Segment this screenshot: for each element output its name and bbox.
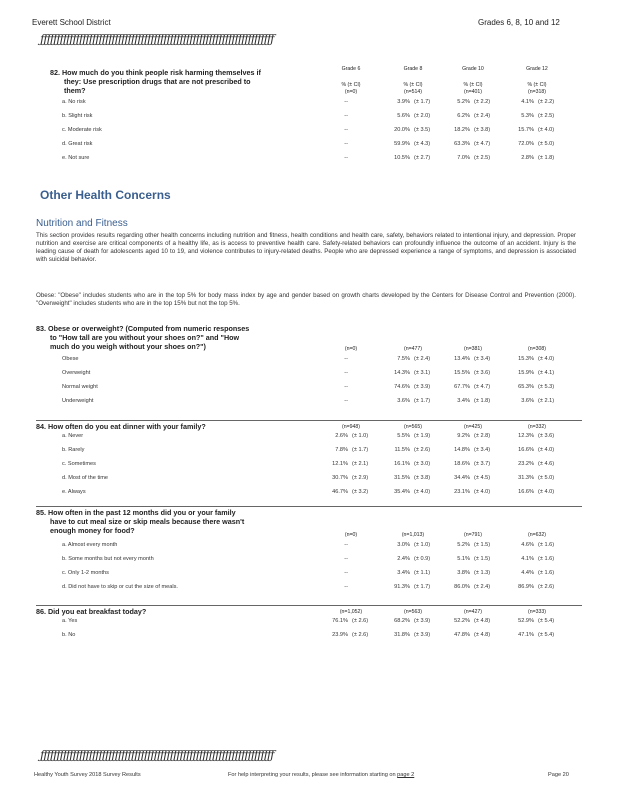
measure-label: % (± CI) [463,82,483,88]
question-83-line: 83. Obese or overweight? (Computed from numeric responses [36,324,250,333]
col-grade-6: Grade 6 [341,66,361,72]
confidence-interval: (± 1.1) [414,570,431,576]
percent-value: 5.3% [521,113,534,119]
confidence-interval: (± 2.2) [538,99,555,105]
intro-paragraph: This section provides results regarding other health concerns including nutrition and fitness, health conditions and health care, safety, behaviors related to intentional injury, and depression. Proper nutrition and exercise are critical components of a healthy life, as is access to preventive health care. Safety-related behaviors can profoundly influence the outcome of an accident. Injury is the leading cause of death for adolescents aged 10 to 19, and violence contributes to injury-related deaths. People who are depressed experience a range of symptoms, and depression is associated with suicidal behavior. [36,232,576,263]
row-label: d. Most of the time [62,475,109,481]
percent-value: 59.9% [394,141,410,147]
confidence-interval: (± 3.0) [414,461,431,467]
percent-value: 18.6% [454,461,470,467]
percent-value: 16.1% [394,461,410,467]
confidence-interval: (± 2.1) [538,398,555,404]
row-label: c. Only 1-2 months [62,570,109,576]
table-row [62,384,582,394]
percent-value: -- [344,584,348,590]
confidence-interval: (± 2.6) [352,618,369,624]
percent-value: 5.6% [397,113,410,119]
percent-value: -- [344,384,348,390]
percent-value: 31.8% [394,632,410,638]
confidence-interval: (± 1.6) [538,570,555,576]
percent-value: 4.4% [521,570,534,576]
percent-value: 63.3% [454,141,470,147]
confidence-interval: (± 5.4) [538,618,555,624]
percent-value: 86.0% [454,584,470,590]
divider [36,506,582,507]
table-row [62,489,582,499]
table-row [62,370,582,380]
percent-value: 6.2% [457,113,470,119]
percent-value: 16.6% [518,447,534,453]
confidence-interval: (± 3.5) [414,127,431,133]
table-row [62,141,582,151]
n-grade-10: (n=381) [463,346,483,352]
percent-value: 86.9% [518,584,534,590]
percent-value: 5.5% [397,433,410,439]
header-ornament: ƒƒƒƒƒƒƒƒƒƒƒƒƒƒƒƒƒƒƒƒƒƒƒƒƒƒƒƒƒƒƒƒƒƒƒƒƒƒƒƒƒƒƒƒƒƒƒƒƒƒƒƒƒƒƒƒƒƒƒƒƒƒƒƒƒƒƒƒƒƒƒƒ [40,32,274,46]
percent-value: 76.1% [332,618,348,624]
percent-value: 68.2% [394,618,410,624]
confidence-interval: (± 5.0) [538,475,555,481]
question-86 [36,607,146,616]
table-row [62,155,582,165]
section-title: Other Health Concerns [40,188,171,202]
n-grade-8: (n=565) [403,424,423,430]
percent-value: 3.4% [397,570,410,576]
confidence-interval: (± 3.9) [414,384,431,390]
confidence-interval: (± 2.8) [474,433,491,439]
confidence-interval: (± 5.4) [538,632,555,638]
confidence-interval: (± 4.0) [538,447,555,453]
question-82 [50,68,261,95]
percent-value: -- [344,570,348,576]
percent-value: 2.8% [521,155,534,161]
percent-value: 18.2% [454,127,470,133]
percent-value: 7.8% [335,447,348,453]
confidence-interval: (± 1.0) [352,433,369,439]
percent-value: 14.3% [394,370,410,376]
percent-value: -- [344,370,348,376]
percent-value: 4.6% [521,542,534,548]
n-grade-12: (n=308) [527,346,547,352]
table-row [62,556,582,566]
percent-value: 3.4% [457,398,470,404]
row-label: b. Some months but not every month [62,556,154,562]
percent-value: 47.1% [518,632,534,638]
row-label: Normal weight [62,384,98,390]
percent-value: 13.4% [454,356,470,362]
confidence-interval: (± 0.9) [414,556,431,562]
percent-value: 23.1% [454,489,470,495]
row-label: a. Yes [62,618,78,624]
percent-value: -- [344,556,348,562]
percent-value: 74.6% [394,384,410,390]
percent-value: -- [344,356,348,362]
confidence-interval: (± 4.0) [538,356,555,362]
percent-value: 23.2% [518,461,534,467]
percent-value: 14.8% [454,447,470,453]
confidence-interval: (± 4.8) [474,618,491,624]
percent-value: 20.0% [394,127,410,133]
footer-help-text [228,772,414,778]
question-85-line: 85. How often in the past 12 months did you or your family [36,508,236,517]
percent-value: 15.5% [454,370,470,376]
table-row [62,113,582,123]
question-83-line: to "How tall are you without your shoes on?" and "How [50,333,240,342]
percent-value: -- [344,398,348,404]
table-row [62,447,582,457]
confidence-interval: (± 2.6) [352,632,369,638]
confidence-interval: (± 2.7) [414,155,431,161]
row-label: b. Slight risk [62,113,93,119]
obese-definition: Obese: "Obese" includes students who are in the top 5% for body mass index by age and gender based on growth charts developed by the Centers for Disease Control and Prevention (2000). "Overweight" includes students who are in the top 15% but not the top 5%. [36,292,576,307]
confidence-interval: (± 4.0) [414,489,431,495]
row-label: c. Sometimes [62,461,96,467]
n-grade-6: (n=0) [344,346,358,352]
row-label: d. Great risk [62,141,93,147]
percent-value: 52.2% [454,618,470,624]
percent-value: -- [344,141,348,147]
confidence-interval: (± 1.8) [474,398,491,404]
question-85-line: have to cut meal size or skip meals because there wasn't [50,517,245,526]
n-grade-6: (n=1,052) [339,609,363,615]
percent-value: 47.8% [454,632,470,638]
table-row [62,570,582,580]
percent-value: 34.4% [454,475,470,481]
row-label: a. Almost every month [62,542,118,548]
percent-value: -- [344,113,348,119]
question-83-line: much do you weigh without your shoes on?") [50,342,206,351]
confidence-interval: (± 2.6) [414,447,431,453]
measure-label: % (± CI) [341,82,361,88]
row-label: b. No [62,632,76,638]
percent-value: 12.1% [332,461,348,467]
percent-value: 5.2% [457,99,470,105]
confidence-interval: (± 2.2) [474,99,491,105]
n-grade-10: (n=425) [463,424,483,430]
confidence-interval: (± 2.5) [474,155,491,161]
confidence-interval: (± 2.5) [538,113,555,119]
table-row [62,127,582,137]
table-row [62,398,582,408]
n-grade-12: (n=632) [527,532,547,538]
n-grade-8: (n=563) [403,609,423,615]
table-row [62,475,582,485]
percent-value: 31.3% [518,475,534,481]
question-84 [36,422,206,431]
percent-value: 15.3% [518,356,534,362]
footer-page-number: Page 20 [548,772,569,778]
percent-value: 9.2% [457,433,470,439]
footer-ornament: ƒƒƒƒƒƒƒƒƒƒƒƒƒƒƒƒƒƒƒƒƒƒƒƒƒƒƒƒƒƒƒƒƒƒƒƒƒƒƒƒƒƒƒƒƒƒƒƒƒƒƒƒƒƒƒƒƒƒƒƒƒƒƒƒƒƒƒƒƒƒƒƒ [40,748,274,762]
measure-label: % (± CI) [403,82,423,88]
question-84-line: 84. How often do you eat dinner with your family? [36,422,206,431]
confidence-interval: (± 4.0) [474,489,491,495]
percent-value: 23.9% [332,632,348,638]
percent-value: 30.7% [332,475,348,481]
n-grade-6: (n=0) [344,89,358,95]
confidence-interval: (± 2.6) [538,584,555,590]
confidence-interval: (± 4.7) [474,384,491,390]
percent-value: -- [344,155,348,161]
confidence-interval: (± 3.4) [474,447,491,453]
confidence-interval: (± 2.4) [414,356,431,362]
row-label: c. Moderate risk [62,127,102,133]
n-grade-10: (n=401) [463,89,483,95]
percent-value: 72.0% [518,141,534,147]
percent-value: -- [344,127,348,133]
percent-value: 65.3% [518,384,534,390]
n-grade-12: (n=332) [527,424,547,430]
confidence-interval: (± 5.3) [538,384,555,390]
n-grade-8: (n=477) [403,346,423,352]
table-row [62,542,582,552]
question-85 [36,508,244,535]
percent-value: 2.6% [335,433,348,439]
grades-label: Grades 6, 8, 10 and 12 [478,18,560,27]
table-row [62,632,582,642]
percent-value: 35.4% [394,489,410,495]
percent-value: 2.4% [397,556,410,562]
confidence-interval: (± 4.8) [474,632,491,638]
confidence-interval: (± 3.8) [474,127,491,133]
n-grade-6: (n=948) [341,424,361,430]
question-83 [36,324,249,351]
question-82-line: 82. How much do you think people risk harming themselves if [50,68,261,77]
confidence-interval: (± 3.1) [414,370,431,376]
percent-value: -- [344,99,348,105]
row-label: e. Always [62,489,86,495]
question-82-line: them? [64,86,86,95]
confidence-interval: (± 4.1) [538,370,555,376]
percent-value: 3.9% [397,99,410,105]
confidence-interval: (± 4.3) [414,141,431,147]
footer-help-label: For help interpreting your results, please see information starting on [228,772,398,778]
confidence-interval: (± 4.0) [538,489,555,495]
confidence-interval: (± 1.6) [538,542,555,548]
confidence-interval: (± 3.4) [474,356,491,362]
row-label: Obese [62,356,79,362]
percent-value: 16.6% [518,489,534,495]
percent-value: 15.7% [518,127,534,133]
question-86-line: 86. Did you eat breakfast today? [36,607,147,616]
confidence-interval: (± 4.7) [474,141,491,147]
table-row [62,584,582,594]
table-row [62,356,582,366]
col-grade-8: Grade 8 [403,66,423,72]
row-label: Overweight [62,370,91,376]
table-row [62,433,582,443]
confidence-interval: (± 3.6) [474,370,491,376]
confidence-interval: (± 1.7) [414,99,431,105]
confidence-interval: (± 1.8) [538,155,555,161]
confidence-interval: (± 1.7) [352,447,369,453]
confidence-interval: (± 5.0) [538,141,555,147]
confidence-interval: (± 1.5) [474,556,491,562]
n-grade-8: (n=1,013) [401,532,425,538]
percent-value: 52.9% [518,618,534,624]
confidence-interval: (± 2.1) [352,461,369,467]
confidence-interval: (± 4.6) [538,461,555,467]
row-label: d. Did not have to skip or cut the size of meals. [62,584,178,590]
confidence-interval: (± 4.5) [474,475,491,481]
confidence-interval: (± 2.4) [474,113,491,119]
percent-value: 5.2% [457,542,470,548]
measure-label: % (± CI) [527,82,547,88]
page-2-link[interactable]: page 2 [397,772,415,778]
confidence-interval: (± 3.2) [352,489,369,495]
n-grade-8: (n=514) [403,89,423,95]
footer-survey-name: Healthy Youth Survey 2018 Survey Results [34,772,141,778]
question-82-line: they: Use prescription drugs that are not prescribed to [64,77,251,86]
n-grade-10: (n=791) [463,532,483,538]
col-grade-12: Grade 12 [526,66,548,72]
percent-value: 31.5% [394,475,410,481]
confidence-interval: (± 1.6) [538,556,555,562]
subsection-title: Nutrition and Fitness [36,218,128,229]
n-grade-12: (n=318) [527,89,547,95]
row-label: a. No risk [62,99,86,105]
confidence-interval: (± 4.0) [538,127,555,133]
row-label: Underweight [62,398,94,404]
percent-value: 7.5% [397,356,410,362]
percent-value: 4.1% [521,556,534,562]
percent-value: 15.9% [518,370,534,376]
percent-value: 7.0% [457,155,470,161]
percent-value: 3.6% [397,398,410,404]
divider [36,605,582,606]
percent-value: 5.1% [457,556,470,562]
confidence-interval: (± 3.6) [538,433,555,439]
divider [36,420,582,421]
confidence-interval: (± 1.5) [474,542,491,548]
table-row [62,99,582,109]
percent-value: -- [344,542,348,548]
percent-value: 4.1% [521,99,534,105]
percent-value: 3.6% [521,398,534,404]
confidence-interval: (± 3.7) [474,461,491,467]
row-label: b. Rarely [62,447,85,453]
percent-value: 10.5% [394,155,410,161]
district-name: Everett School District [32,18,111,27]
confidence-interval: (± 1.9) [414,433,431,439]
confidence-interval: (± 1.3) [474,570,491,576]
percent-value: 91.3% [394,584,410,590]
row-label: e. Not sure [62,155,90,161]
col-grade-10: Grade 10 [462,66,484,72]
percent-value: 3.0% [397,542,410,548]
percent-value: 11.5% [394,447,410,453]
table-row [62,461,582,471]
percent-value: 46.7% [332,489,348,495]
percent-value: 67.7% [454,384,470,390]
percent-value: 3.8% [457,570,470,576]
confidence-interval: (± 2.4) [474,584,491,590]
confidence-interval: (± 1.0) [414,542,431,548]
confidence-interval: (± 3.8) [414,475,431,481]
question-85-line: enough money for food? [50,526,135,535]
table-row [62,618,582,628]
confidence-interval: (± 1.7) [414,584,431,590]
percent-value: 12.3% [518,433,534,439]
row-label: a. Never [62,433,84,439]
confidence-interval: (± 1.7) [414,398,431,404]
n-grade-10: (n=427) [463,609,483,615]
confidence-interval: (± 2.9) [352,475,369,481]
n-grade-12: (n=333) [527,609,547,615]
confidence-interval: (± 2.0) [414,113,431,119]
confidence-interval: (± 3.9) [414,618,431,624]
n-grade-6: (n=0) [344,532,358,538]
confidence-interval: (± 3.9) [414,632,431,638]
